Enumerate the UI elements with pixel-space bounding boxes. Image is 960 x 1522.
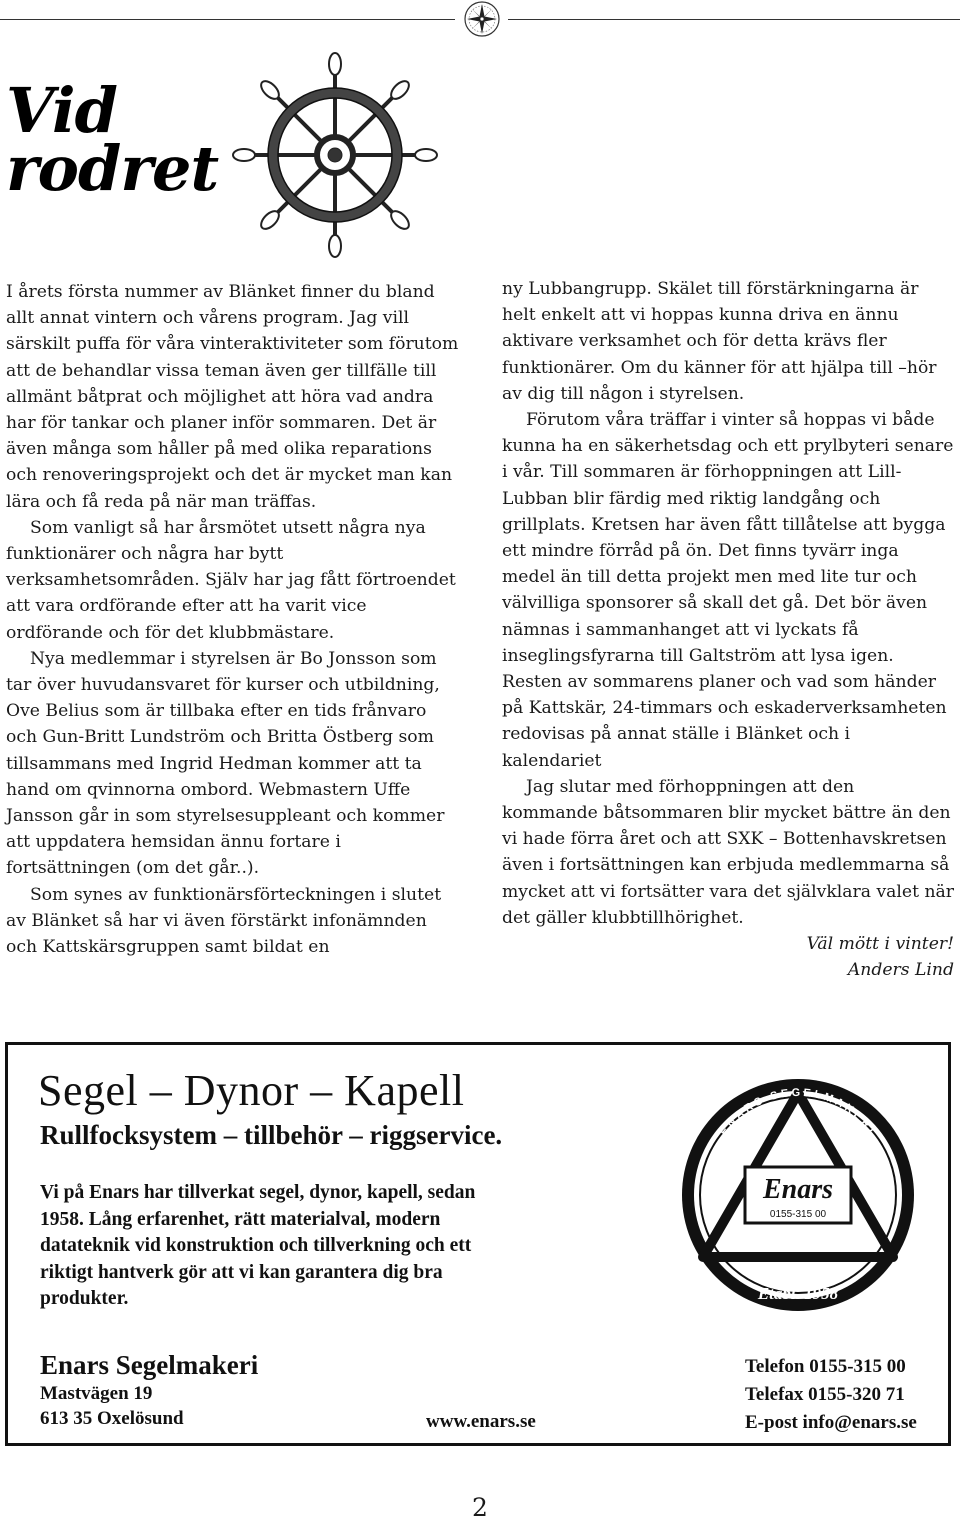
ad-fax: Telefax 0155-320 71 [745, 1384, 905, 1405]
paragraph: ny Lubbangrupp. Skälet till förstärkningarna är helt enkelt att vi hoppas kunna driva en ännu aktivare verksamhet och för detta krävs fler funktionärer. Om du känner för att hjälpa till –hör av dig till någon i styrelsen. [502, 279, 937, 404]
ad-company-name: Enars Segelmakeri [40, 1350, 259, 1380]
ad-subtitle: Rullfocksystem – tillbehör – riggservice. [40, 1120, 503, 1150]
ad-address-street: Mastvägen 19 [40, 1383, 153, 1404]
paragraph: Jag slutar med förhoppningen att den kommande båtsommaren blir mycket bättre än den vi hade förra året och att SXK – Bottenhavskretsen även i fortsättningen kan erbjuda medlemmarna så mycket att vi fortsätter vara det självklara valet när det gäller klubbtillhörighet. [502, 776, 954, 928]
logo-phone-text: 0155-315 00 [769, 1209, 827, 1220]
enars-logo-icon [673, 1067, 923, 1329]
paragraph: Som synes av funktionärsförteckningen i slutet av Blänket så har vi även förstärkt infonämnden och Kattskärsgruppen samt bildat en [6, 884, 442, 958]
logo-ring-text: ENARS SEGELMAKERI [717, 1086, 879, 1138]
paragraph: Förutom våra träffar i vinter så hoppas vi både kunna ha en säkerhetsdag och ett prylbyteri senare i vår. Till sommaren är förhoppningen att Lill-Lubban blir färdig med riktig landgång och grillplats. Kretsen har även fått tillåtelse att bygga ett mindre förråd på ön. Det finns tyvärr inga medel än till detta projekt men med lite tur och välvilliga sponsorer så skall det gå. Det bör även nämnas i sammanhanget att vi lyckats få inseglingsfyrarna till Galtström att lysa igen. Resten av sommarens planer och vad som händer på Kattskär, 24-timmars och eskaderverksamheten redovisas på annat ställe i Blänket och i kalendariet [502, 410, 954, 771]
ad-address [40, 1381, 184, 1431]
ad-address-city: 613 35 Oxelösund [40, 1408, 184, 1429]
article-title [6, 74, 219, 205]
ship-wheel-icon [230, 50, 440, 260]
logo-brand-text: Enars [762, 1174, 834, 1205]
article-title-line-2: rodret [6, 132, 219, 205]
header-rule-right [508, 19, 960, 20]
paragraph: Som vanligt så har årsmötet utsett några nya funktionärer och några har bytt verksamhetsområden. Själv har jag fått förtroendet att vara ordförande efter att ha varit vice ordförande och för det klubbmästare. [6, 517, 456, 643]
advertisement [5, 1042, 951, 1446]
logo-established-text: Etabl. 1958 [757, 1284, 839, 1303]
article-right-column [502, 276, 954, 983]
ad-title: Segel – Dynor – Kapell [38, 1066, 465, 1115]
compass-rose-icon [458, 0, 506, 48]
article-title-line-1: Vid [6, 74, 117, 147]
sign-off: Väl mött i vinter! [806, 934, 954, 955]
ad-website-link[interactable]: www.enars.se [426, 1411, 536, 1432]
ad-email[interactable]: E-post info@enars.se [745, 1412, 917, 1433]
page-number: 2 [472, 1493, 488, 1522]
paragraph: I årets första nummer av Blänket finner du bland allt annat vintern och vårens program. Jag vill särskilt puffa för våra vinteraktiviteter som förutom att de behandlar vissa teman även ger tillfälle till allmänt båtprat och möjlighet att höra vad andra har för tankar och planer inför sommaren. Det är även många som håller på med olika reparations och renoveringsprojekt och det är mycket man kan lära och få reda på när man träffas. [6, 282, 459, 512]
ad-phone: Telefon 0155-315 00 [745, 1356, 906, 1377]
ad-contact [745, 1353, 917, 1437]
header-rule-left [0, 19, 455, 20]
ad-body: Vi på Enars har tillverkat segel, dynor, kapell, sedan 1958. Lång erfarenhet, rätt materialval, modern datateknik vid konstruktion och tillverkning och ett riktigt hantverk gör att vi kan garantera dig bra produkter. [40, 1182, 476, 1309]
article-left-column [6, 279, 462, 960]
paragraph: Nya medlemmar i styrelsen är Bo Jonsson som tar över huvudansvaret för kurser och utbildning, Ove Belius som är tillbaka efter en tids frånvaro och Gun-Britt Lundström och Britta Östberg som tillsammans med Ingrid Hedman kommer att ta hand om qvinnorna ombord. Webmastern Uffe Jansson går in som styrelsesuppleant och kommer att uppdatera hemsidan ännu fortare i fortsättningen (om det går..). [6, 648, 445, 879]
author-name: Anders Lind [847, 960, 954, 981]
